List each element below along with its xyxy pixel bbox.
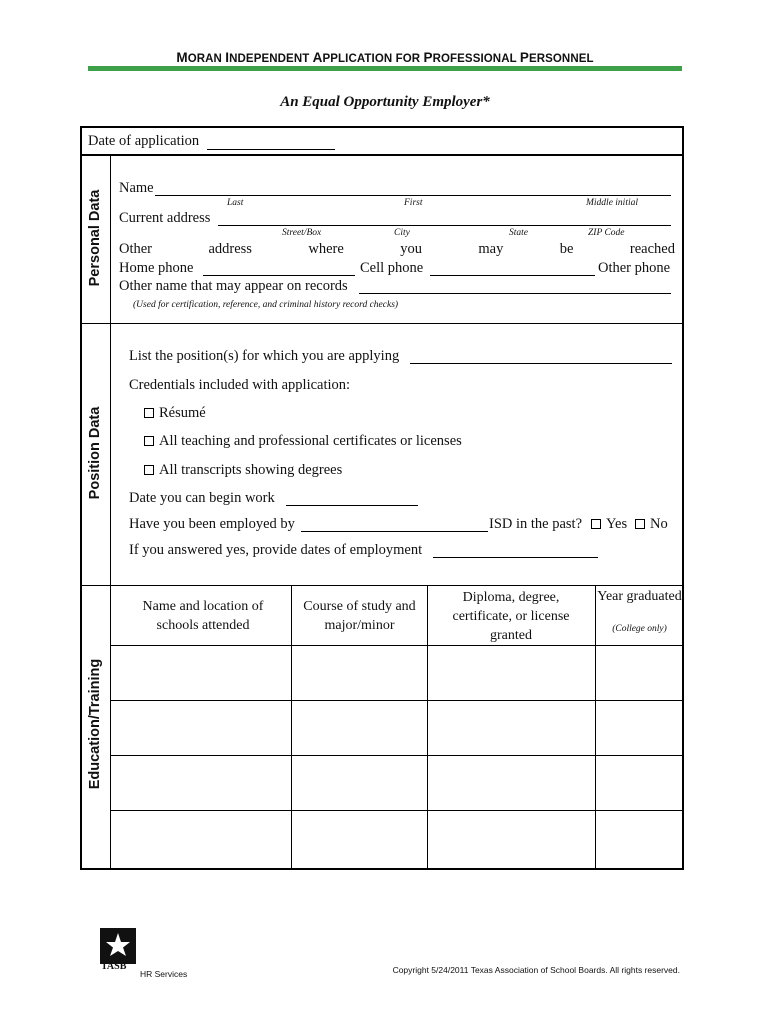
table-row: [111, 701, 683, 755]
cell-phone-label: Cell phone: [360, 260, 424, 276]
title-part: MORAN: [176, 50, 226, 65]
tasb-logo: [100, 928, 190, 985]
yes-checkbox[interactable]: Yes: [591, 516, 627, 533]
name-hint-middle: Middle initial: [586, 198, 638, 208]
table-cell[interactable]: [292, 646, 427, 700]
address-hint-state: State: [509, 228, 528, 238]
cell-phone-field[interactable]: [430, 264, 595, 276]
column-header-diploma: Diploma, degree, certificate, or license granted: [452, 590, 570, 643]
checkbox-certificates[interactable]: All teaching and professional certificates or licenses: [144, 433, 462, 450]
name-label: Name: [119, 180, 154, 196]
table-cell[interactable]: [111, 646, 291, 700]
section-divider: [81, 323, 683, 324]
address-hint-zip: ZIP Code: [588, 228, 625, 238]
name-field[interactable]: [155, 184, 671, 196]
hr-services-text: HR Services: [140, 969, 188, 979]
record-check-note: (Used for certification, reference, and criminal history record checks): [133, 300, 399, 310]
table-row: [111, 756, 683, 810]
table-cell[interactable]: [428, 646, 595, 700]
copyright-text: Copyright 5/24/2011 Texas Association of School Boards. All rights reserved.: [392, 965, 680, 975]
table-cell[interactable]: [596, 646, 683, 700]
subtitle: An Equal Opportunity Employer*: [280, 94, 490, 110]
table-row: [111, 646, 683, 700]
other-name-label: Other name that may appear on records: [119, 278, 348, 294]
address-hint-street: Street/Box: [282, 228, 322, 238]
date-of-application-field[interactable]: [207, 138, 335, 150]
current-address-field[interactable]: [218, 214, 671, 226]
employment-dates-label: If you answered yes, provide dates of employment: [129, 542, 423, 558]
employed-label: Have you been employed by: [129, 516, 295, 532]
begin-work-field[interactable]: [286, 494, 418, 506]
table-cell[interactable]: [292, 756, 427, 810]
section-divider: [81, 585, 683, 586]
table-cell[interactable]: [292, 811, 427, 868]
document-title: [0, 50, 770, 65]
other-phone-label: Other phone: [598, 260, 671, 276]
other-name-field[interactable]: [359, 282, 671, 294]
current-address-label: Current address: [119, 210, 211, 226]
address-hint-city: City: [394, 228, 410, 238]
table-cell[interactable]: [111, 811, 291, 868]
checkbox-icon: [144, 408, 154, 418]
column-header-school: Name and location of schools attended: [142, 599, 264, 633]
title-part: INDEPENDENT: [225, 50, 313, 65]
title-rule: [88, 66, 682, 71]
employer-isd-field[interactable]: [301, 520, 488, 532]
employed-label-isd: ISD in the past?: [489, 516, 583, 532]
table-cell[interactable]: [111, 701, 291, 755]
name-hint-first: First: [404, 198, 423, 208]
table-row: [111, 811, 683, 868]
table-cell[interactable]: [428, 701, 595, 755]
credentials-label: Credentials included with application:: [129, 377, 351, 393]
no-checkbox[interactable]: No: [635, 516, 668, 533]
table-cell[interactable]: [428, 811, 595, 868]
other-address-label: Other address where you may be reached: [119, 241, 675, 257]
home-phone-field[interactable]: [203, 264, 355, 276]
checkbox-transcripts[interactable]: All transcripts showing degrees: [144, 462, 342, 479]
table-cell[interactable]: [596, 756, 683, 810]
table-cell[interactable]: [596, 701, 683, 755]
positions-label: List the position(s) for which you are applying: [129, 348, 400, 364]
personal-data-label: Personal Data: [87, 189, 103, 287]
checkbox-icon: [591, 519, 601, 529]
table-cell[interactable]: [111, 756, 291, 810]
date-of-application-label: Date of application: [88, 133, 200, 149]
positions-field[interactable]: [410, 352, 672, 364]
employment-dates-field[interactable]: [433, 546, 598, 558]
education-training-label: Education/Training: [87, 658, 103, 790]
table-cell[interactable]: [596, 811, 683, 868]
title-part: APPLICATION FOR: [312, 50, 424, 65]
checkbox-resume[interactable]: Résumé: [144, 405, 206, 422]
home-phone-label: Home phone: [119, 260, 194, 276]
name-hint-last: Last: [227, 198, 244, 208]
checkbox-icon: [635, 519, 645, 529]
tasb-logo-text: TASB: [101, 961, 127, 972]
column-header-course: Course of study and major/minor: [303, 599, 416, 633]
title-part: PERSONNEL: [519, 50, 594, 65]
column-header-year: Year graduated: [597, 589, 682, 604]
checkbox-icon: [144, 436, 154, 446]
table-cell[interactable]: [428, 756, 595, 810]
begin-work-label: Date you can begin work: [129, 490, 275, 506]
title-part: PROFESSIONAL: [423, 50, 520, 65]
table-cell[interactable]: [292, 701, 427, 755]
position-data-label: Position Data: [87, 406, 103, 500]
checkbox-icon: [144, 465, 154, 475]
college-only-note: (College only): [612, 624, 667, 634]
